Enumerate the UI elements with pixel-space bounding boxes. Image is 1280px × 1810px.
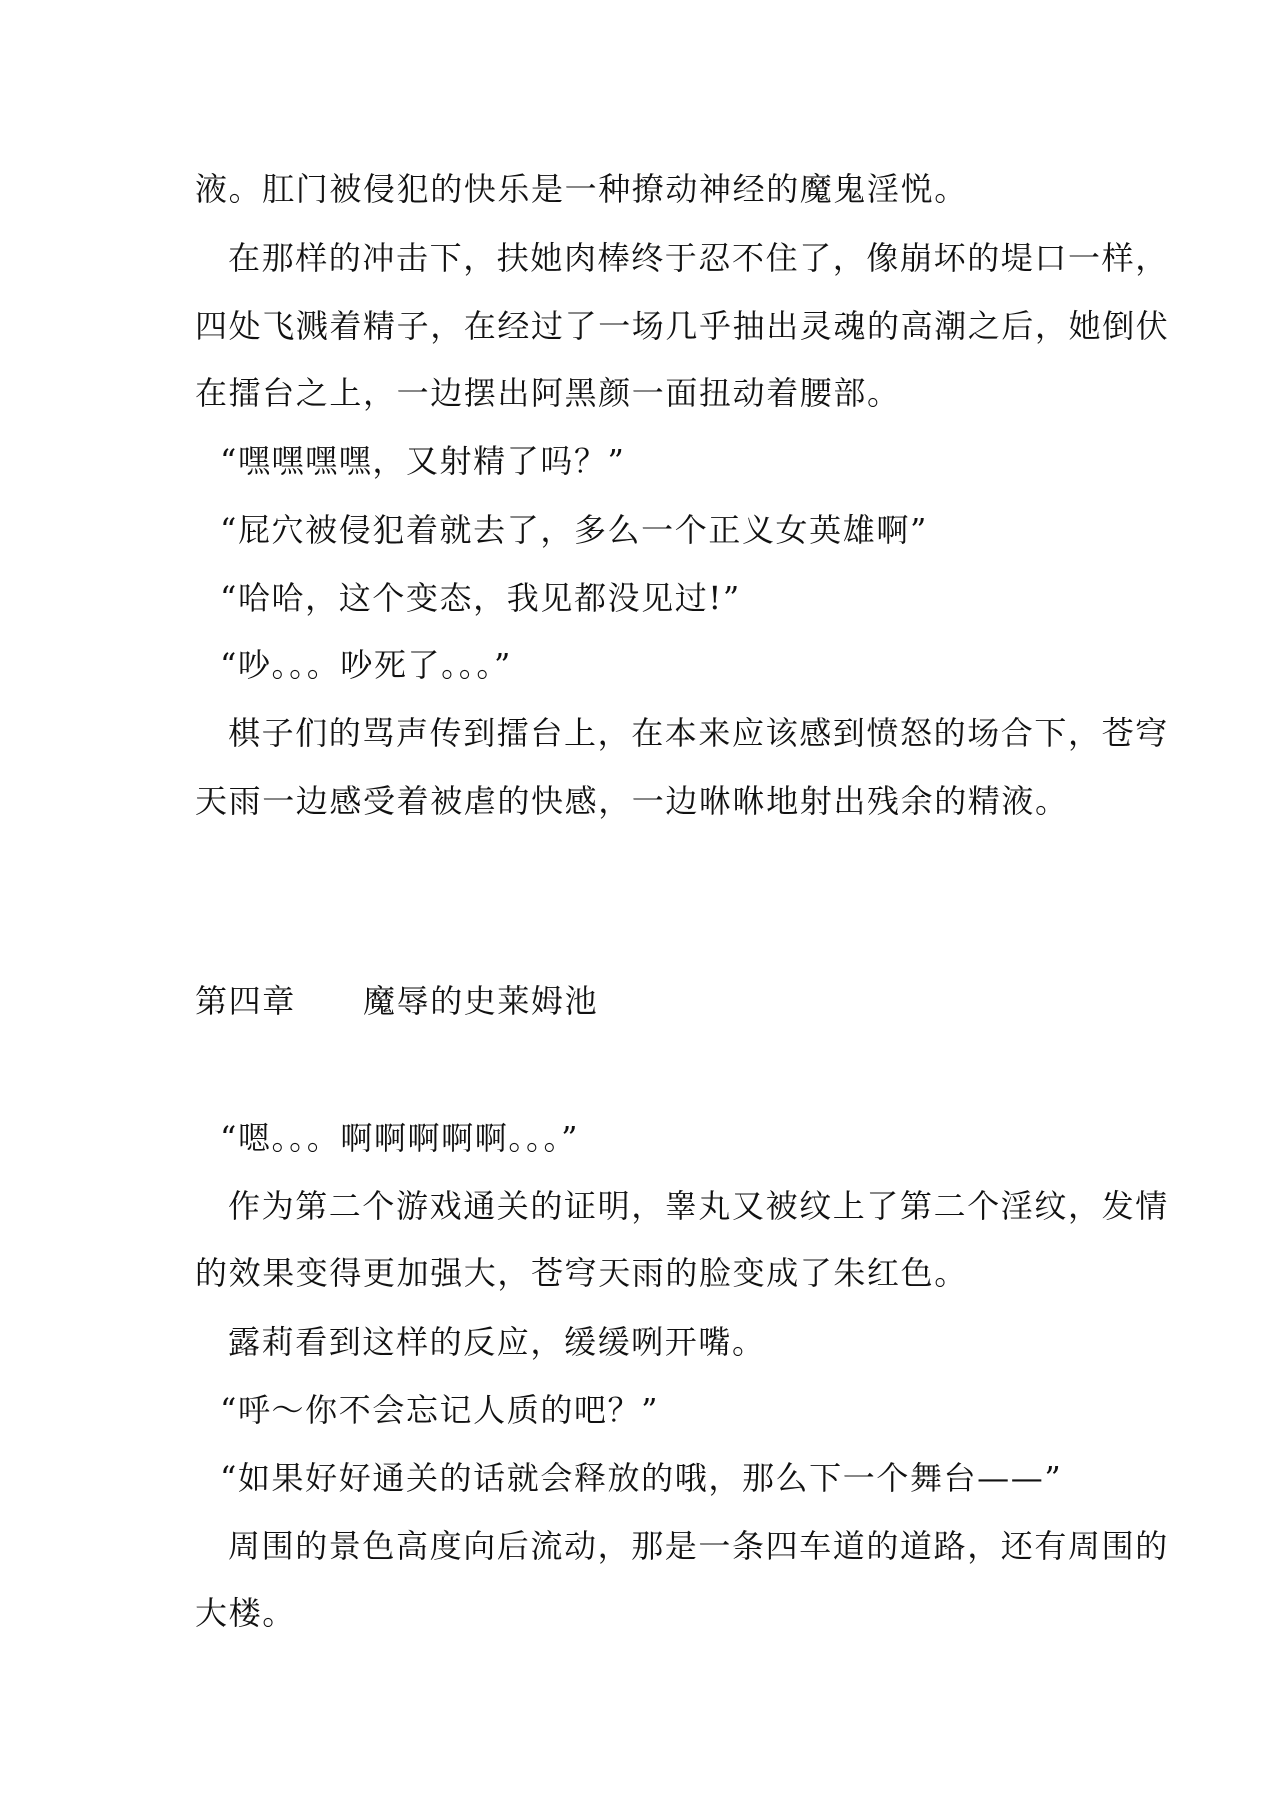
dialogue-line: “吵。。。吵死了。。。” — [220, 646, 512, 684]
text-line: 周围的景色高度向后流动，那是一条四车道的道路，还有周围的 — [228, 1527, 1169, 1565]
text-line: 大楼。 — [195, 1594, 296, 1632]
dialogue-line: “哈哈，这个变态，我见都没见过!” — [220, 579, 741, 617]
text-line: 在擂台之上，一边摆出阿黑颜一面扭动着腰部。 — [195, 374, 901, 412]
text-line: 四处飞溅着精子，在经过了一场几乎抽出灵魂的高潮之后，她倒伏 — [195, 307, 1170, 345]
dialogue-line: “嗯。。。啊啊啊啊啊。。。” — [220, 1119, 580, 1157]
text-line: 的效果变得更加强大，苍穹天雨的脸变成了朱红色。 — [195, 1254, 968, 1292]
text-line: 在那样的冲击下，扶她肉棒终于忍不住了，像崩坏的堤口一样， — [228, 239, 1169, 277]
dialogue-line: “呼～你不会忘记人质的吧？” — [220, 1391, 660, 1429]
text-line: 露莉看到这样的反应，缓缓咧开嘴。 — [228, 1323, 766, 1361]
text-line: 液。肛门被侵犯的快乐是一种撩动神经的魔鬼淫悦。 — [195, 170, 968, 208]
text-line: 棋子们的骂声传到擂台上，在本来应该感到愤怒的场合下，苍穹 — [228, 714, 1169, 752]
chapter-title: 第四章 魔辱的史莱姆池 — [195, 982, 599, 1020]
text-line: 作为第二个游戏通关的证明，睾丸又被纹上了第二个淫纹，发情 — [228, 1187, 1169, 1225]
dialogue-line: “嘿嘿嘿嘿，又射精了吗？” — [220, 442, 626, 480]
text-line: 天雨一边感受着被虐的快感，一边咻咻地射出残余的精液。 — [195, 782, 1069, 820]
dialogue-line: “屁穴被侵犯着就去了，多么一个正义女英雄啊” — [220, 511, 928, 549]
dialogue-line: “如果好好通关的话就会释放的哦，那么下一个舞台——” — [220, 1459, 1063, 1497]
